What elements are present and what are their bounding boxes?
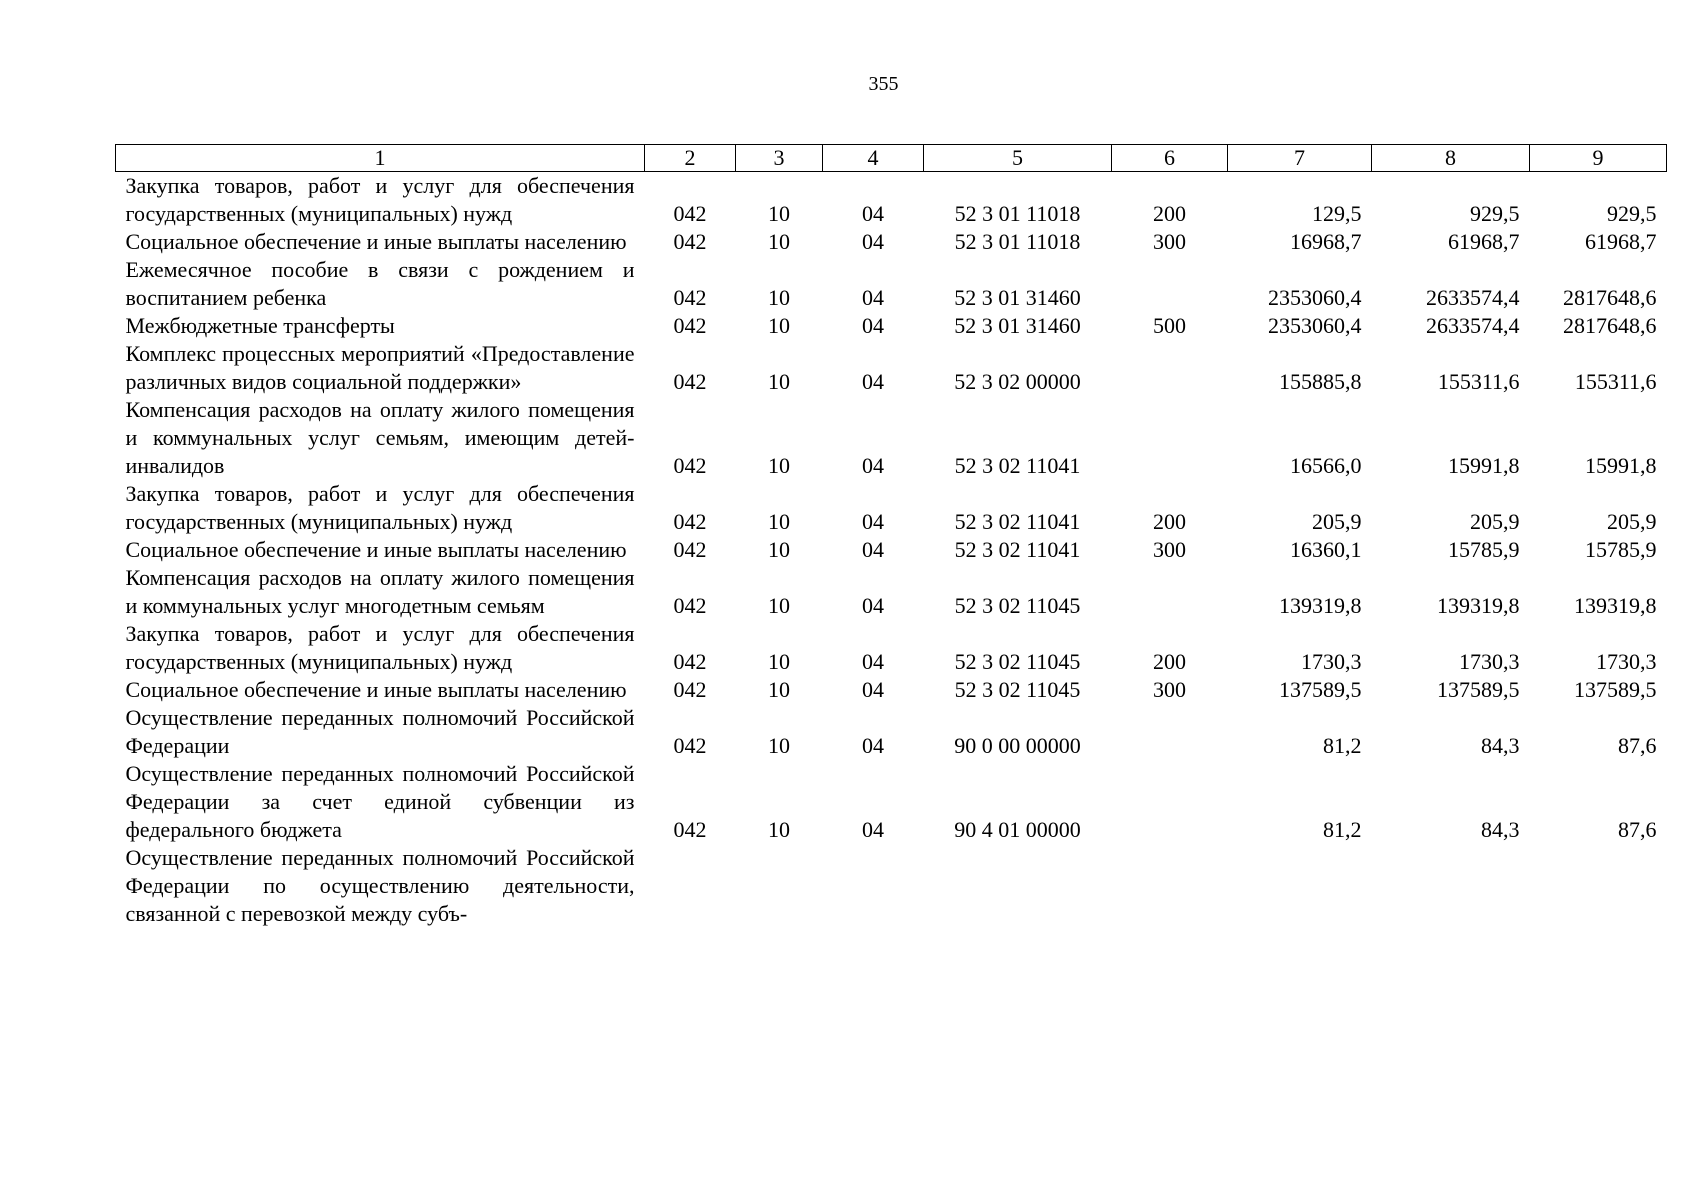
amount-cell: 139319,8 [1279,593,1362,618]
amount-cell: 16360,1 [1290,537,1362,562]
target-article-cell: 90 0 00 00000 [954,733,1081,758]
subsection-cell: 04 [862,369,884,394]
table-row [116,536,1667,564]
section-cell: 10 [768,509,790,534]
amount-cell: 137589,5 [1574,677,1657,702]
admin-code-cell: 042 [673,285,707,310]
row-name-cell: Закупка товаров, работ и услуг для обеспечения государственных (муниципальных) нужд [125,173,635,226]
table-row [116,620,1667,676]
amount-cell: 139319,8 [1437,593,1520,618]
table-row [116,312,1667,340]
section-cell: 10 [768,649,790,674]
target-article-cell: 90 4 01 00000 [954,817,1081,842]
row-name-cell: Ежемесячное пособие в связи с рождением и воспитанием ребенка [125,257,635,310]
amount-cell: 15785,9 [1585,537,1657,562]
amount-cell: 1730,3 [1301,649,1362,674]
section-cell: 10 [768,677,790,702]
admin-code-cell [645,844,736,928]
amount-cell: 2633574,4 [1426,313,1520,338]
amount-cell: 137589,5 [1279,677,1362,702]
amount-cell: 2353060,4 [1268,313,1362,338]
amount-cell: 16566,0 [1290,453,1362,478]
column-header: 7 [1228,145,1372,172]
row-name-cell: Осуществление переданных полномочий Российской Федерации по осуществлению деятельности, связанной с перевозкой между субъ- [125,845,635,926]
admin-code-cell: 042 [673,229,707,254]
expense-type-cell: 300 [1153,537,1186,562]
column-header: 2 [645,145,736,172]
admin-code-cell: 042 [673,649,707,674]
subsection-cell: 04 [862,313,884,338]
column-header: 3 [736,145,823,172]
amount-cell: 1730,3 [1596,649,1657,674]
table-row [116,480,1667,536]
table-row [116,172,1667,229]
admin-code-cell: 042 [673,201,707,226]
amount-cell: 2817648,6 [1563,313,1657,338]
amount-cell: 87,6 [1618,733,1657,758]
amount-cell [1228,844,1372,928]
table-row [116,676,1667,704]
row-name-cell: Компенсация расходов на оплату жилого помещения и коммунальных услуг семьям, имеющим детей-инвалидов [125,397,635,478]
table-row [116,396,1667,480]
section-cell: 10 [768,733,790,758]
expense-type-cell [1112,760,1228,844]
page-number: 355 [868,73,899,95]
target-article-cell: 52 3 01 31460 [954,285,1081,310]
expense-type-cell: 200 [1153,509,1186,534]
column-header: 4 [823,145,924,172]
expense-type-cell: 200 [1153,201,1186,226]
target-article-cell: 52 3 01 31460 [954,313,1081,338]
amount-cell: 929,5 [1470,201,1520,226]
expense-type-cell [1112,844,1228,928]
subsection-cell: 04 [862,817,884,842]
subsection-cell: 04 [862,537,884,562]
target-article-cell: 52 3 02 11045 [954,649,1081,674]
amount-cell: 84,3 [1481,817,1520,842]
row-name-cell: Осуществление переданных полномочий Российской Федерации за счет единой субвенции из федерального бюджета [125,761,635,842]
expense-type-cell: 200 [1153,649,1186,674]
target-article-cell: 52 3 02 11041 [954,537,1081,562]
section-cell: 10 [768,313,790,338]
amount-cell: 81,2 [1323,733,1362,758]
section-cell: 10 [768,229,790,254]
amount-cell: 84,3 [1481,733,1520,758]
amount-cell: 205,9 [1470,509,1520,534]
target-article-cell: 52 3 01 11018 [954,229,1081,254]
expense-type-cell [1112,256,1228,312]
amount-cell [1372,844,1530,928]
amount-cell: 81,2 [1323,817,1362,842]
section-cell [736,844,823,928]
subsection-cell: 04 [862,285,884,310]
admin-code-cell: 042 [673,593,707,618]
section-cell: 10 [768,369,790,394]
column-header: 1 [116,145,645,172]
amount-cell: 15991,8 [1448,453,1520,478]
column-header: 9 [1530,145,1667,172]
subsection-cell: 04 [862,733,884,758]
subsection-cell: 04 [862,677,884,702]
row-name-cell: Социальное обеспечение и иные выплаты населению [125,229,627,254]
row-name-cell: Социальное обеспечение и иные выплаты населению [125,677,627,702]
target-article-cell: 52 3 01 11018 [954,201,1081,226]
table-row [116,564,1667,620]
row-name-cell: Межбюджетные трансферты [125,313,395,338]
amount-cell: 139319,8 [1574,593,1657,618]
target-article-cell: 52 3 02 11045 [954,593,1081,618]
section-cell: 10 [768,453,790,478]
admin-code-cell: 042 [673,453,707,478]
admin-code-cell: 042 [673,369,707,394]
expense-type-cell: 500 [1153,313,1186,338]
section-cell: 10 [768,537,790,562]
admin-code-cell: 042 [673,677,707,702]
subsection-cell: 04 [862,509,884,534]
amount-cell: 155885,8 [1279,369,1362,394]
row-name-cell: Комплекс процессных мероприятий «Предоставление различных видов социальной поддержки» [125,341,635,394]
amount-cell: 16968,7 [1290,229,1362,254]
admin-code-cell: 042 [673,509,707,534]
table-row [116,760,1667,844]
subsection-cell: 04 [862,229,884,254]
table-row [116,340,1667,396]
subsection-cell: 04 [862,593,884,618]
table-row [116,256,1667,312]
amount-cell: 15785,9 [1448,537,1520,562]
admin-code-cell: 042 [673,313,707,338]
expense-type-cell: 300 [1153,229,1186,254]
amount-cell: 205,9 [1312,509,1362,534]
amount-cell: 2633574,4 [1426,285,1520,310]
target-article-cell: 52 3 02 11045 [954,677,1081,702]
target-article-cell: 52 3 02 11041 [954,453,1081,478]
section-cell: 10 [768,593,790,618]
section-cell: 10 [768,285,790,310]
expense-type-cell [1112,396,1228,480]
subsection-cell [823,844,924,928]
budget-table [115,144,1667,928]
target-article-cell: 52 3 02 00000 [954,369,1081,394]
table-row [116,844,1667,928]
expense-type-cell [1112,704,1228,760]
expense-type-cell [1112,564,1228,620]
amount-cell: 929,5 [1607,201,1657,226]
row-name-cell: Осуществление переданных полномочий Российской Федерации [125,705,635,758]
amount-cell [1530,844,1667,928]
section-cell: 10 [768,817,790,842]
column-header: 5 [924,145,1112,172]
amount-cell: 15991,8 [1585,453,1657,478]
table-row [116,228,1667,256]
amount-cell: 137589,5 [1437,677,1520,702]
amount-cell: 1730,3 [1459,649,1520,674]
amount-cell: 61968,7 [1448,229,1520,254]
subsection-cell: 04 [862,453,884,478]
amount-cell: 87,6 [1618,817,1657,842]
amount-cell: 155311,6 [1574,369,1657,394]
amount-cell: 61968,7 [1585,229,1657,254]
section-cell: 10 [768,201,790,226]
row-name-cell: Социальное обеспечение и иные выплаты населению [125,537,627,562]
column-header: 8 [1372,145,1530,172]
amount-cell: 129,5 [1312,201,1362,226]
header-row [116,145,1667,172]
table-body [116,172,1667,929]
row-name-cell: Компенсация расходов на оплату жилого помещения и коммунальных услуг многодетным семьям [125,565,635,618]
amount-cell: 205,9 [1607,509,1657,534]
row-name-cell: Закупка товаров, работ и услуг для обеспечения государственных (муниципальных) нужд [125,621,635,674]
table-header [116,145,1667,172]
target-article-cell: 52 3 02 11041 [954,509,1081,534]
admin-code-cell: 042 [673,817,707,842]
subsection-cell: 04 [862,649,884,674]
expense-type-cell [1112,340,1228,396]
amount-cell: 155311,6 [1437,369,1520,394]
expense-type-cell: 300 [1153,677,1186,702]
target-article-cell [924,844,1112,928]
column-header: 6 [1112,145,1228,172]
amount-cell: 2817648,6 [1563,285,1657,310]
amount-cell: 2353060,4 [1268,285,1362,310]
table-row [116,704,1667,760]
admin-code-cell: 042 [673,733,707,758]
admin-code-cell: 042 [673,537,707,562]
subsection-cell: 04 [862,201,884,226]
row-name-cell: Закупка товаров, работ и услуг для обеспечения государственных (муниципальных) нужд [125,481,635,534]
